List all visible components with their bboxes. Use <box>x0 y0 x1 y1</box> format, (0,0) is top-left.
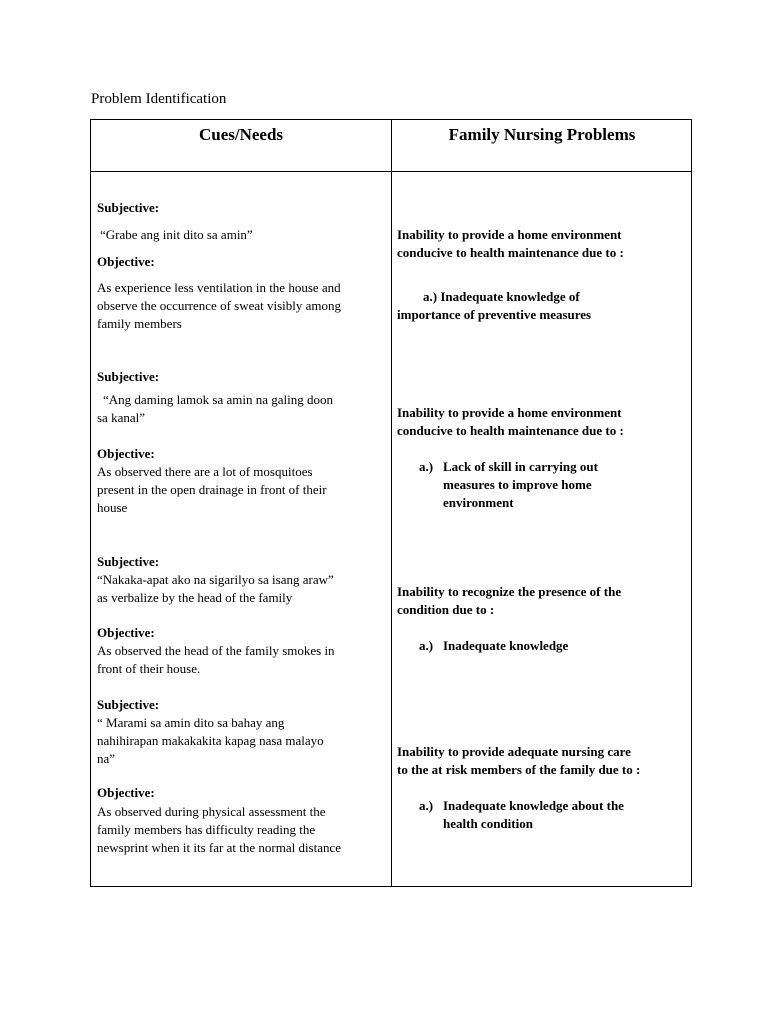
row3-subjective-line2: as verbalize by the head of the family <box>97 590 293 605</box>
row4-objective-line1: As observed during physical assessment the <box>97 804 326 819</box>
row4-subjective-label: Subjective: <box>97 697 160 712</box>
row4-objective-label: Objective: <box>97 785 155 800</box>
row2-problem-line2: conducive to health maintenance due to : <box>397 423 624 438</box>
row1-objective-label: Objective: <box>97 254 155 269</box>
row4-cause-marker: a.) <box>419 798 434 813</box>
header-cues-needs: Cues/Needs <box>198 125 284 144</box>
header-family-nursing-problems: Family Nursing Problems <box>448 125 636 144</box>
row4-problem-line2: to the at risk members of the family due to : <box>397 762 641 777</box>
row2-objective-line2: present in the open drainage in front of their <box>97 482 327 497</box>
row3-problem-line1: Inability to recognize the presence of the <box>397 584 622 599</box>
row3-objective-line1: As observed the head of the family smokes in <box>97 643 335 658</box>
row4-problem-line1: Inability to provide adequate nursing care <box>397 744 631 759</box>
row1-objective-line2: observe the occurrence of sweat visibly among <box>97 298 342 313</box>
row4-cause-line2: health condition <box>443 816 533 831</box>
row1-cause-line2: importance of preventive measures <box>397 307 592 322</box>
row3-cause-marker: a.) <box>419 638 434 653</box>
row3-problem-line2: condition due to : <box>397 602 495 617</box>
row2-subjective-label: Subjective: <box>97 369 160 384</box>
row1-objective-line3: family members <box>97 316 182 331</box>
row2-objective-label: Objective: <box>97 446 155 461</box>
row4-subjective-line2: nahihirapan makakakita kapag nasa malayo <box>97 733 324 748</box>
row1-problem-line1: Inability to provide a home environment <box>397 227 622 242</box>
row3-subjective-line1: “Nakaka-apat ako na sigarilyo sa isang araw” <box>97 572 334 587</box>
row1-subjective-label: Subjective: <box>97 200 160 215</box>
row3-cause-line1: Inadequate knowledge <box>443 638 569 653</box>
row1-problem-line2: conducive to health maintenance due to : <box>397 245 624 260</box>
row1-subjective-text: “Grabe ang init dito sa amin” <box>100 227 253 242</box>
row3-objective-label: Objective: <box>97 625 155 640</box>
row4-objective-line3: newsprint when it its far at the normal distance <box>97 840 342 855</box>
page-heading: Problem Identification <box>91 91 227 107</box>
row2-subjective-line2: sa kanal” <box>97 410 146 425</box>
row4-cause-line1: Inadequate knowledge about the <box>443 798 624 813</box>
row3-objective-line2: front of their house. <box>97 661 201 676</box>
row4-subjective-line1: “ Marami sa amin dito sa bahay ang <box>97 715 285 730</box>
row2-cause-line1: Lack of skill in carrying out <box>443 459 598 474</box>
row2-objective-line3: house <box>97 500 128 515</box>
row4-objective-line2: family members has difficulty reading the <box>97 822 316 837</box>
header-divider <box>91 171 691 172</box>
row2-problem-line1: Inability to provide a home environment <box>397 405 622 420</box>
row2-subjective-line1: “Ang daming lamok sa amin na galing doon <box>103 392 333 407</box>
row2-cause-marker: a.) <box>419 459 434 474</box>
row1-objective-line1: As experience less ventilation in the house and <box>97 280 341 295</box>
row2-objective-line1: As observed there are a lot of mosquitoes <box>97 464 313 479</box>
row1-cause-line1: a.) Inadequate knowledge of <box>423 289 580 304</box>
row2-cause-line2: measures to improve home <box>443 477 592 492</box>
row2-cause-line3: environment <box>443 495 514 510</box>
column-divider <box>391 120 392 886</box>
row4-subjective-line3: na” <box>97 751 116 766</box>
row3-subjective-label: Subjective: <box>97 554 160 569</box>
